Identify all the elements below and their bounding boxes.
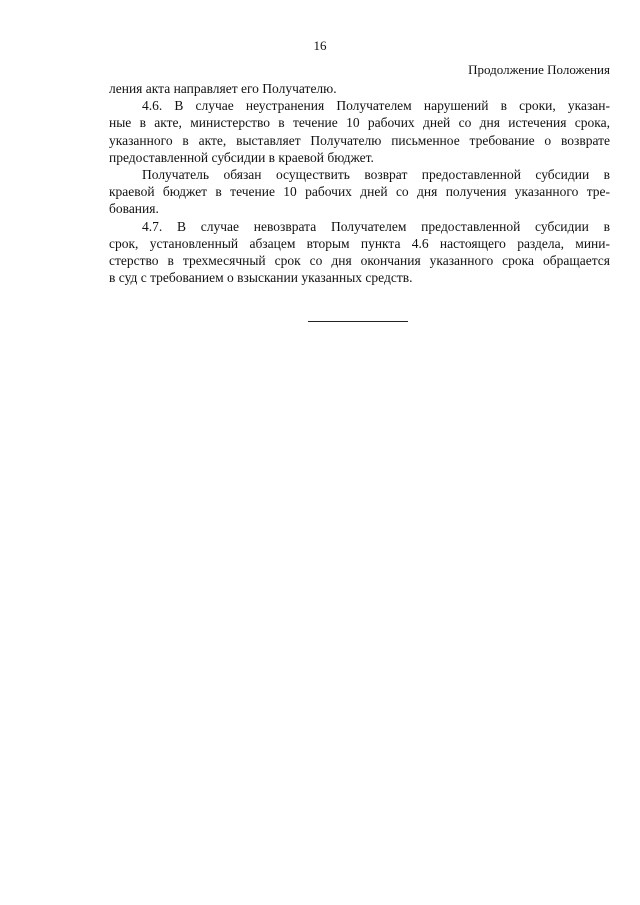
- text-line: в суд с требованием о взыскании указанных средств.: [109, 270, 413, 286]
- continuation-label: Продолжение Положения: [468, 62, 610, 77]
- paragraph-return-obligation: [109, 166, 610, 218]
- document-body: [109, 80, 610, 286]
- paragraph-4-6: [109, 97, 610, 166]
- text-line: срок, установленный абзацем вторым пункта 4.6 настоящего раздела, мини-: [109, 235, 610, 251]
- end-of-document-rule: [308, 321, 408, 322]
- text-line: ные в акте, министерство в течение 10 рабочих дней со дня истечения срока,: [109, 115, 610, 131]
- text-line: ления акта направляет его Получателю.: [109, 81, 337, 96]
- paragraph-act-continuation: [109, 80, 610, 97]
- text-line: стерство в трехмесячный срок со дня окончания указанного срока обращается: [109, 253, 610, 269]
- text-line: 4.6. В случае неустранения Получателем нарушений в сроки, указан-: [142, 98, 610, 114]
- text-line: указанного в акте, выставляет Получателю письменное требование о возврате: [109, 132, 610, 148]
- text-line: 4.7. В случае невозврата Получателем предоставленной субсидии в: [142, 218, 610, 234]
- text-line: краевой бюджет в течение 10 рабочих дней со дня получения указанного тре-: [109, 184, 610, 200]
- text-line: предоставленной субсидии в краевой бюджет.: [109, 149, 374, 165]
- text-line: бования.: [109, 201, 159, 217]
- paragraph-4-7: [109, 218, 610, 287]
- text-line: Получатель обязан осуществить возврат предоставленной субсидии в: [142, 167, 610, 183]
- page-number: 16: [313, 38, 327, 53]
